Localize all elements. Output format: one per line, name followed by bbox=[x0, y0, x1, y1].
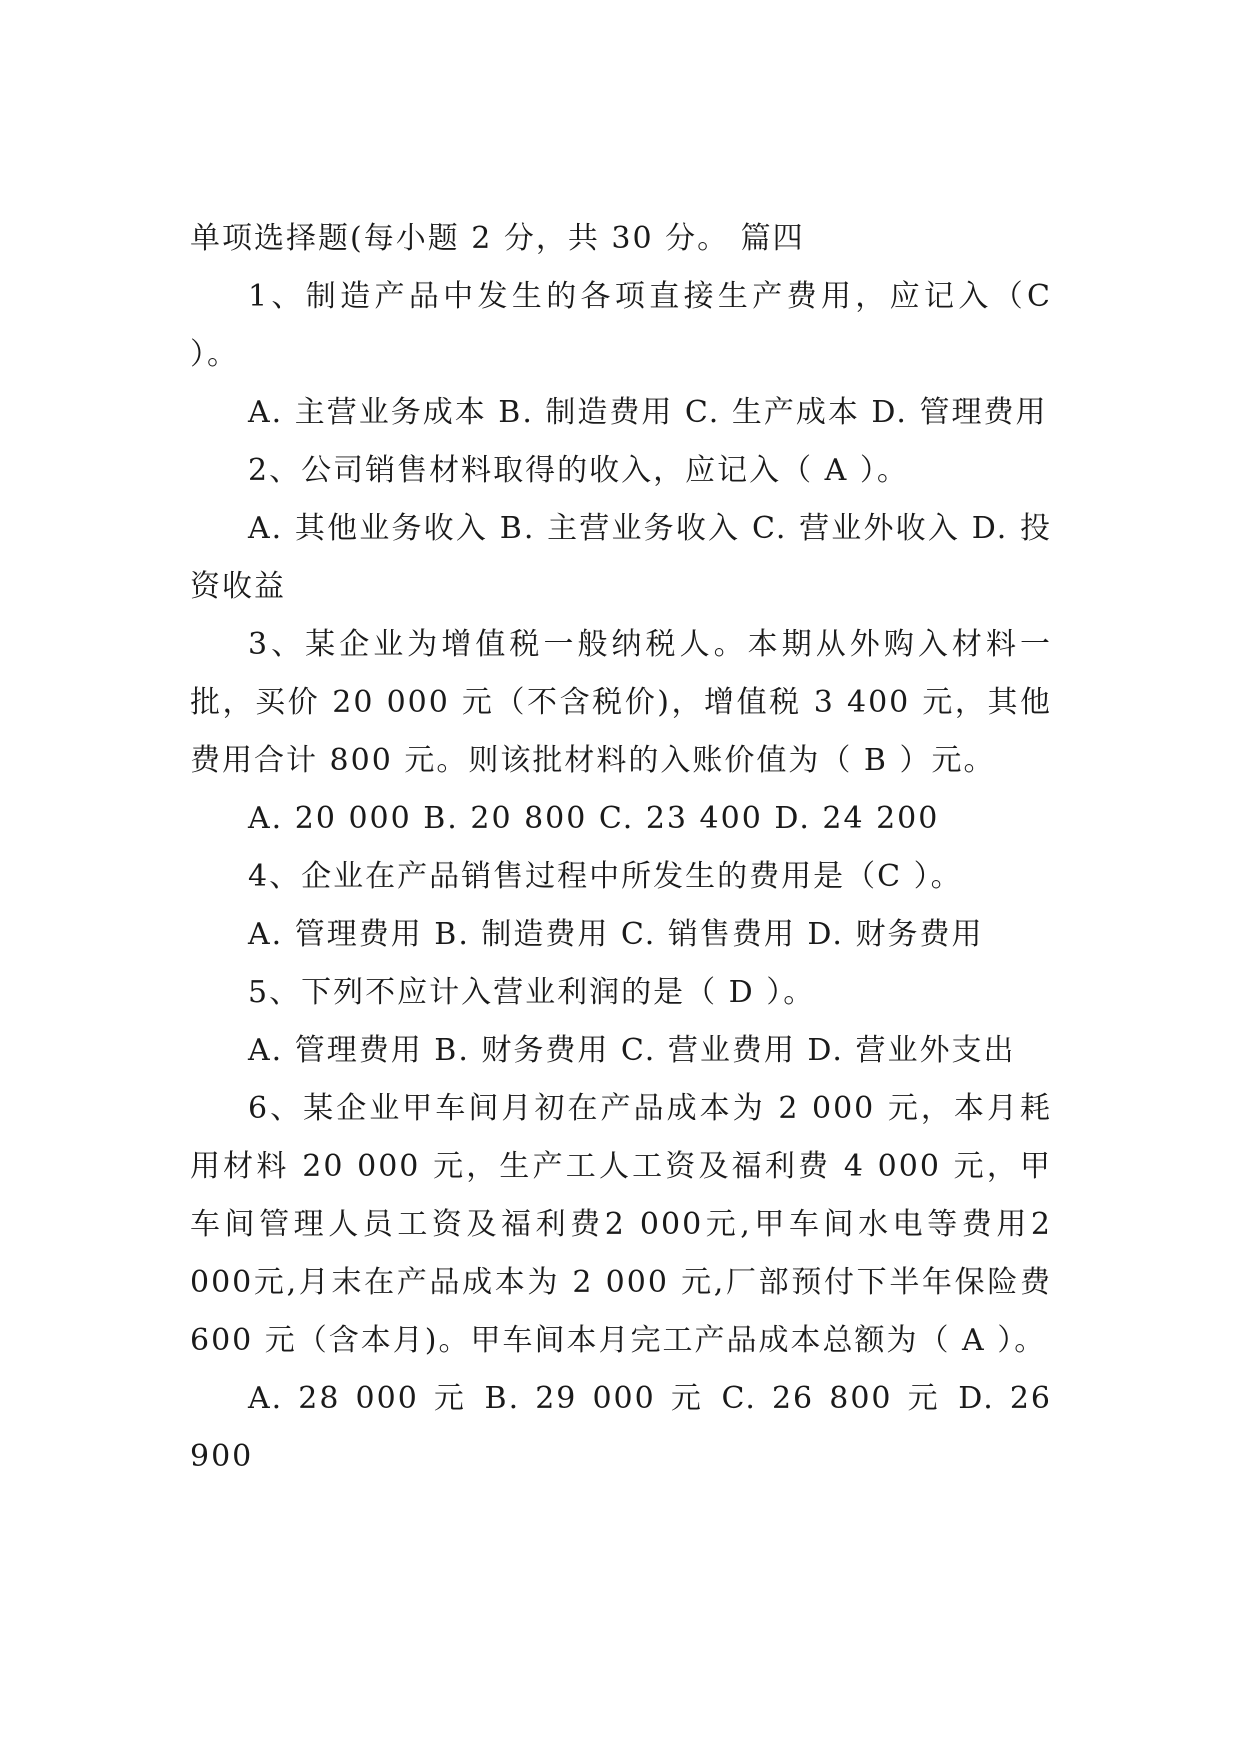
question-4-options: A. 管理费用 B. 制造费用 C. 销售费用 D. 财务费用 bbox=[248, 917, 984, 952]
question-3: 3、某企业为增值税一般纳税人。本期从外购入材料一批，买价 20 000 元（不含税价)，增值税 3 400 元，其他费用合计 800 元。则该批材料的入账价值为（ B ）元。 bbox=[190, 627, 1052, 778]
document-body bbox=[190, 210, 1052, 1486]
question-1-options: A. 主营业务成本 B. 制造费用 C. 生产成本 D. 管理费用 bbox=[248, 395, 1048, 430]
question-1: 1、制造产品中发生的各项直接生产费用，应记入（C ）。 bbox=[190, 279, 1052, 372]
question-5-options: A. 管理费用 B. 财务费用 C. 营业费用 D. 营业外支出 bbox=[248, 1033, 1016, 1068]
section-heading: 单项选择题(每小题 2 分，共 30 分。 篇四 bbox=[190, 221, 805, 256]
question-4: 4、企业在产品销售过程中所发生的费用是（C ）。 bbox=[248, 859, 963, 894]
question-5: 5、下列不应计入营业利润的是（ D ）。 bbox=[248, 975, 816, 1010]
question-2-options: A. 其他业务收入 B. 主营业务收入 C. 营业外收入 D. 投资收益 bbox=[190, 511, 1052, 604]
question-6: 6、某企业甲车间月初在产品成本为 2 000 元，本月耗用材料 20 000 元，生产工人工资及福利费 4 000 元，甲车间管理人员工资及福利费2 000元,甲车间水电等费用2 000元,月末在产品成本为 2 000 元,厂部预付下半年保险费 600 元（含本月)。甲车间本月完工产品成本总额为（ A ）。 bbox=[190, 1091, 1052, 1358]
question-2: 2、公司销售材料取得的收入，应记入（ A ）。 bbox=[248, 453, 909, 488]
question-6-options: A. 28 000 元 B. 29 000 元 C. 26 800 元 D. 26 900 bbox=[190, 1381, 1052, 1474]
question-3-options: A. 20 000 B. 20 800 C. 23 400 D. 24 200 bbox=[248, 801, 940, 836]
